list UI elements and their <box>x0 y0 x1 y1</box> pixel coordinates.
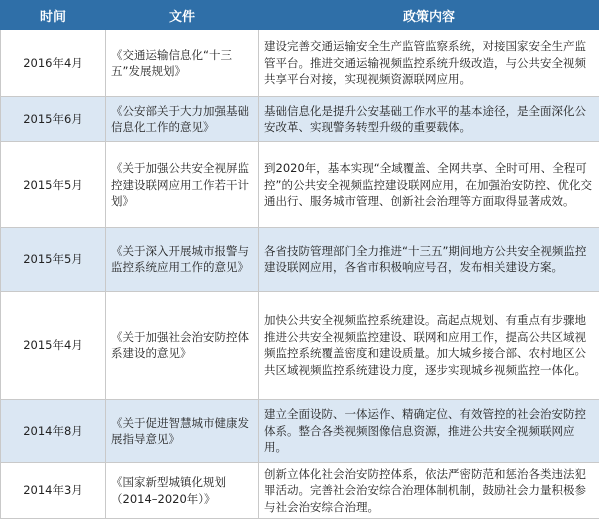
header-document: 文件 <box>106 1 259 30</box>
table-row <box>1 228 599 291</box>
table-header-row <box>1 1 599 30</box>
row-time: 2015年6月 <box>1 97 106 142</box>
row-document: 《关于深入开展城市报警与监控系统应用工作的意见》 <box>106 228 259 291</box>
table-row <box>1 463 599 519</box>
row-content: 创新立体化社会治安防控体系，依法严密防范和惩治各类违法犯罪活动。完善社会治安综合治理体制机制，鼓励社会力量积极参与社会治安综合治理。 <box>259 463 599 519</box>
row-document: 《交通运输信息化“十三五”发展规划》 <box>106 30 259 97</box>
row-time: 2015年5月 <box>1 228 106 291</box>
header-time: 时间 <box>1 1 106 30</box>
row-document: 《关于加强社会治安防控体系建设的意见》 <box>106 291 259 399</box>
row-time: 2015年4月 <box>1 291 106 399</box>
row-content: 建设完善交通运输安全生产监管监察系统，对接国家安全生产监管平台。推进交通运输视频监控系统升级改造，与公共安全视频共享平台对接，实现视频资源联网应用。 <box>259 30 599 97</box>
row-content: 到2020年，基本实现“全域覆盖、全网共享、全时可用、全程可控”的公共安全视频监控建设联网应用，在加强治安防控、优化交通出行、服务城市管理、创新社会治理等方面取得显著成效。 <box>259 142 599 228</box>
row-document: 《公安部关于大力加强基础信息化工作的意见》 <box>106 97 259 142</box>
row-document: 《关于加强公共安全视屏监控建设联网应用工作若干计划》 <box>106 142 259 228</box>
row-time: 2014年3月 <box>1 463 106 519</box>
table-row <box>1 291 599 399</box>
table-row <box>1 399 599 462</box>
table-row <box>1 30 599 97</box>
table-row <box>1 97 599 142</box>
row-document: 《关于促进智慧城市健康发展指导意见》 <box>106 399 259 462</box>
row-time: 2016年4月 <box>1 30 106 97</box>
row-time: 2014年8月 <box>1 399 106 462</box>
row-content: 建立全面设防、一体运作、精确定位、有效管控的社会治安防控体系。整合各类视频图像信息资源，推进公共安全视频联网应用。 <box>259 399 599 462</box>
table-row <box>1 142 599 228</box>
row-time: 2015年5月 <box>1 142 106 228</box>
row-content: 各省技防管理部门全力推进“十三五”期间地方公共安全视频监控建设联网应用，各省市积极响应号召，发布相关建设方案。 <box>259 228 599 291</box>
row-content: 基础信息化是提升公安基础工作水平的基本途径，是全面深化公安改革、实现警务转型升级的重要载体。 <box>259 97 599 142</box>
header-policy-content: 政策内容 <box>259 1 599 30</box>
row-content: 加快公共安全视频监控系统建设。高起点规划、有重点有步骤地推进公共安全视频监控建设、联网和应用工作，提高公共区域视频监控系统覆盖密度和建设质量。加大城乡接合部、农村地区公共区域视频监控系统建设力度，逐步实现城乡视频监控一体化。 <box>259 291 599 399</box>
row-document: 《国家新型城镇化规划（2014–2020年）》 <box>106 463 259 519</box>
